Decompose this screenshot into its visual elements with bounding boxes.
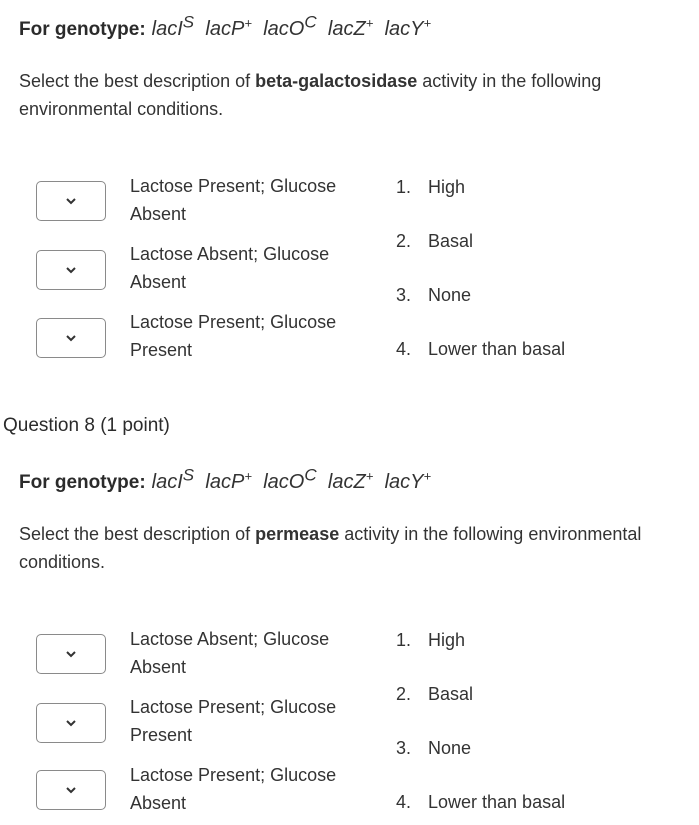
gene-lacp: lacP+ [205,468,252,493]
gene-lacz: lacZ+ [327,15,374,40]
q8-select-1[interactable] [36,634,106,674]
q8-option-2: 2. Basal [396,684,474,704]
gene-laci: lacI$^S$ [151,12,195,40]
q8-prompt: Select the best description of permease activity in the following environmental conditions. [19,524,642,572]
q8-header [3,415,170,437]
q8-points: (1 point) [100,415,170,436]
chevron-down-icon [65,784,77,796]
chevron-down-icon [65,264,77,276]
q7-prompt-enzyme: beta-galactosidase [255,71,418,91]
q8-condition-3: Lactose Present; Glucose Absent [130,765,337,813]
q8-title: Question 8 [3,415,95,436]
q8-select-3[interactable] [36,770,106,810]
gene-lacy: lacY+ [384,15,432,40]
gene-lacp: lacP+ [205,15,252,40]
gene-laco: lacO$^C$ [263,465,317,493]
q8-option-3: 3. None [396,738,472,758]
q7-condition-1: Lactose Present; Glucose Absent [130,176,337,224]
q7-option-2: 2. Basal [396,231,474,251]
q7-option-3: 3. None [396,285,472,305]
q8-genotype [19,465,432,494]
q8-option-4: 4. Lower than basal [396,792,566,812]
chevron-down-icon [65,332,77,344]
chevron-down-icon [65,717,77,729]
genotype-label: For genotype: [19,472,146,493]
q8-prompt-enzyme: permease [255,524,340,544]
q7-prompt: Select the best description of beta-galactosidase activity in the following environmental conditions. [19,71,602,119]
q7-condition-3: Lactose Present; Glucose Present [130,312,337,360]
q7-option-4: 4. Lower than basal [396,339,566,359]
chevron-down-icon [65,648,77,660]
q8-condition-2: Lactose Present; Glucose Present [130,697,337,745]
gene-laco: lacO$^C$ [263,12,317,40]
q7-option-1: 1. High [396,177,466,197]
q8-option-1: 1. High [396,630,466,650]
q8-select-2[interactable] [36,703,106,743]
q7-select-2[interactable] [36,250,106,290]
genotype-label: For genotype: [19,19,146,40]
chevron-down-icon [65,195,77,207]
gene-lacy: lacY+ [384,468,432,493]
q7-genotype [19,12,432,41]
q7-condition-2: Lactose Absent; Glucose Absent [130,244,330,292]
q8-condition-1: Lactose Absent; Glucose Absent [130,629,330,677]
q7-select-1[interactable] [36,181,106,221]
gene-laci: lacI$^S$ [151,465,195,493]
gene-lacz: lacZ+ [327,468,374,493]
q7-select-3[interactable] [36,318,106,358]
